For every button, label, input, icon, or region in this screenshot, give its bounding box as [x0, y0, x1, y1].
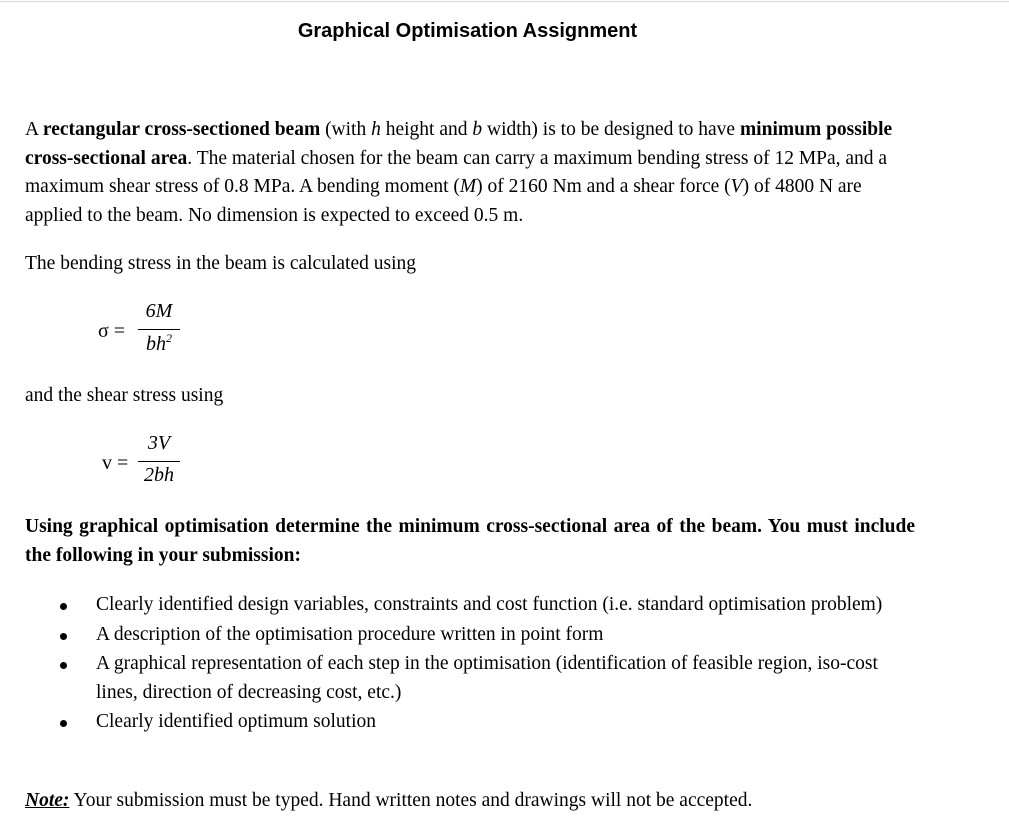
- bending-intro: The bending stress in the beam is calculated using: [25, 253, 416, 274]
- shear-intro: and the shear stress using: [25, 385, 224, 406]
- list-item-text: Clearly identified design variables, constraints and cost function (i.e. standard optimisation problem): [96, 594, 883, 615]
- bending-eq-bar: [138, 329, 180, 330]
- list-item-text: A graphical representation of each step in the optimisation (identification of feasible region, iso-cost lines, direction of decreasing cost, etc.): [96, 653, 878, 703]
- note-text: Your submission must be typed. Hand written notes and drawings will not be accepted.: [69, 790, 753, 811]
- bending-eq-numerator: 6M: [145, 300, 173, 322]
- bullet-icon: [60, 720, 67, 727]
- var-m: M: [459, 176, 477, 197]
- requirements-list: [25, 591, 905, 738]
- list-item: [25, 591, 905, 620]
- intro-text-4: width) is to be designed to have: [482, 119, 740, 140]
- intro-text-6: ) of 2160 Nm and a shear force (: [476, 176, 731, 197]
- note-paragraph: [25, 787, 915, 816]
- var-h: h: [371, 119, 381, 140]
- bending-eq-denominator-wrap: [138, 331, 180, 356]
- bending-eq-denominator: bh: [146, 333, 166, 355]
- bending-eq-lhs: σ =: [98, 320, 126, 342]
- intro-bold-area: minimum possible cross-sectional area: [25, 119, 893, 169]
- instruction-paragraph: Using graphical optimisation determine the minimum cross-sectional area of the beam. You must include the following in your submission:: [25, 516, 915, 566]
- intro-text-1: A: [25, 119, 43, 140]
- list-item: [25, 708, 905, 737]
- shear-eq-numerator: 3V: [147, 432, 171, 454]
- var-v: V: [730, 176, 743, 197]
- bullet-icon: [60, 603, 67, 610]
- intro-text-5: . The material chosen for the beam can carry a maximum bending stress of 12 MPa, and a maximum shear stress of 0.8 MPa. A bending moment (: [25, 147, 888, 197]
- note-label: Note:: [25, 790, 70, 811]
- intro-paragraph: [25, 116, 915, 230]
- intro-text-3: height and: [380, 119, 473, 140]
- intro-text-2: (with: [320, 119, 372, 140]
- bullet-icon: [60, 662, 67, 669]
- page-title: Graphical Optimisation Assignment: [297, 20, 638, 42]
- top-rule: [0, 1, 1009, 2]
- list-item: [25, 650, 905, 707]
- intro-text-7: ) of 4800 N are applied to the beam. No dimension is expected to exceed 0.5 m.: [25, 176, 862, 226]
- bullet-icon: [60, 633, 67, 640]
- intro-bold-beam: rectangular cross-sectioned beam: [42, 119, 321, 140]
- shear-eq-denominator: 2bh: [144, 464, 174, 486]
- bending-eq-exponent: 2: [166, 331, 172, 345]
- shear-eq-bar: [138, 461, 180, 462]
- shear-eq-lhs: v =: [102, 452, 129, 474]
- list-item-text: Clearly identified optimum solution: [96, 711, 377, 732]
- var-b: b: [472, 119, 483, 140]
- list-item: [25, 621, 905, 650]
- list-item-text: A description of the optimisation procedure written in point form: [96, 623, 604, 645]
